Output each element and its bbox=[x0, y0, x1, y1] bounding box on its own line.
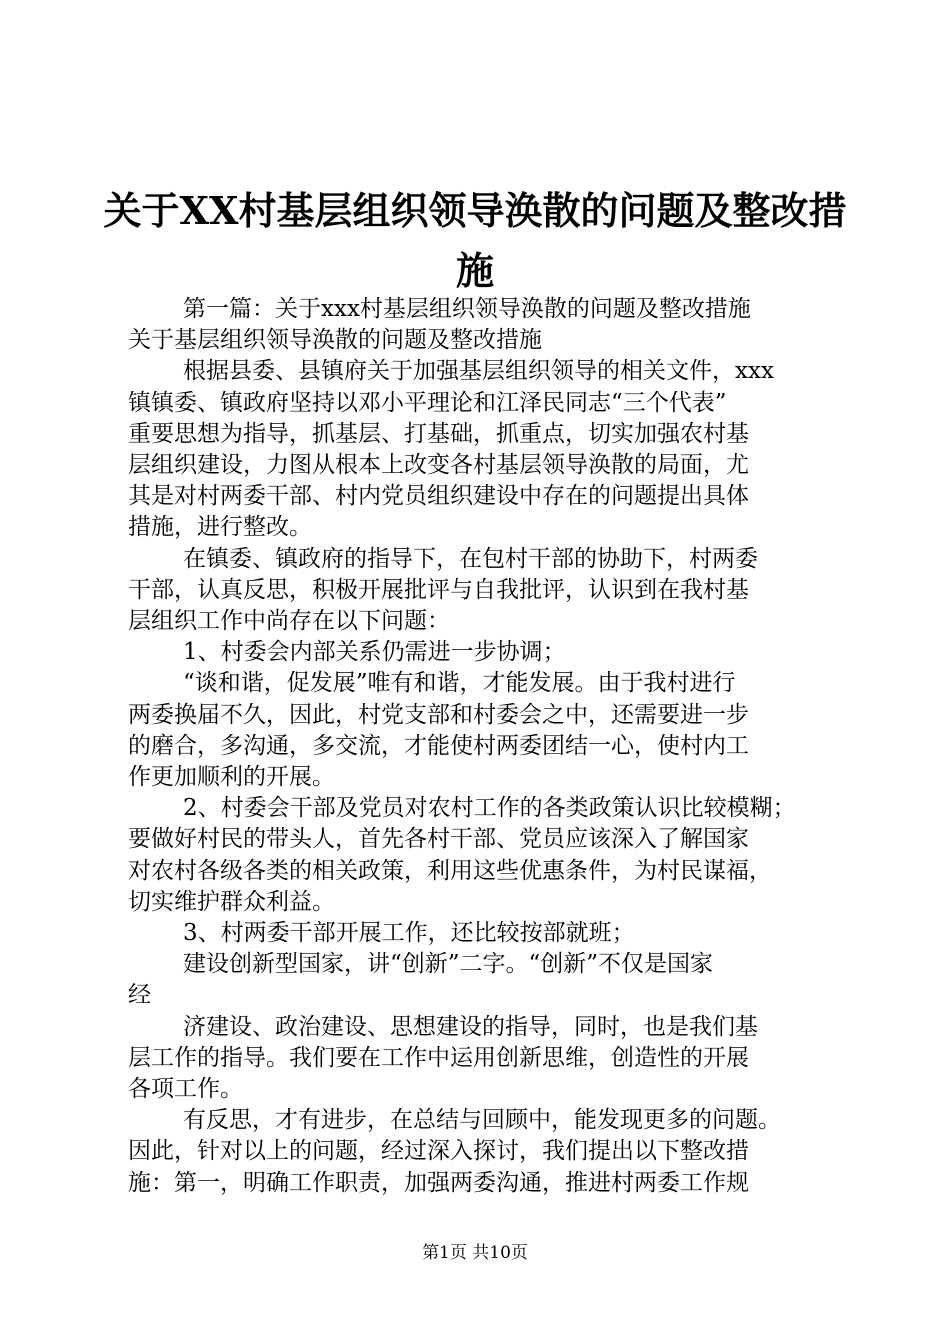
body-text-line: 因此，针对以上的问题，经过深入探讨，我们提出以下整改措 bbox=[128, 1138, 749, 1165]
page-footer: 第1页 共10页 bbox=[422, 1243, 528, 1263]
document-title-line-1: 关于XX村基层组织领导涣散的问题及整改措 bbox=[103, 188, 847, 233]
document-title-line-2: 施 bbox=[455, 248, 494, 293]
body-text-line: 干部，认真反思，积极开展批评与自我批评，认识到在我村基 bbox=[128, 576, 749, 603]
body-text-line: 根据县委、县镇府关于加强基层组织领导的相关文件，xxx bbox=[183, 358, 774, 385]
body-text-line: 关于基层组织领导涣散的问题及整改措施 bbox=[128, 327, 542, 354]
body-text-line: 1、村委会内部关系仍需进一步协调； bbox=[183, 639, 566, 666]
body-text-line: 施：第一，明确工作职责，加强两委沟通，推进村两委工作规 bbox=[128, 1169, 749, 1196]
body-text-line: 有反思，才有进步，在总结与回顾中，能发现更多的问题。 bbox=[183, 1107, 781, 1134]
body-text-line: 层组织工作中尚存在以下问题： bbox=[128, 608, 450, 635]
body-text-line: 在镇委、镇政府的指导下，在包村干部的协助下，村两委 bbox=[183, 545, 758, 572]
body-text-line: 层工作的指导。我们要在工作中运用创新思维，创造性的开展 bbox=[128, 1044, 749, 1071]
body-text-line: 对农村各级各类的相关政策，利用这些优惠条件，为村民谋福， bbox=[128, 857, 772, 884]
body-text-line: 第一篇：关于xxx村基层组织领导涣散的问题及整改措施 bbox=[183, 296, 751, 322]
body-text-line: 层组织建设，力图从根本上改变各村基层领导涣散的局面，尤 bbox=[128, 452, 749, 479]
body-text-line: 济建设、政治建设、思想建设的指导，同时，也是我们基 bbox=[183, 1013, 758, 1040]
body-text-line: 的磨合，多沟通，多交流，才能使村两委团结一心，使村内工 bbox=[128, 732, 749, 759]
body-text-line: 两委换届不久，因此，村党支部和村委会之中，还需要进一步 bbox=[128, 701, 749, 728]
body-text-line: 措施，进行整改。 bbox=[128, 514, 312, 541]
body-text-line: 建设创新型国家，讲“创新”二字。“创新”不仅是国家 bbox=[183, 951, 714, 978]
document-body bbox=[128, 294, 840, 1199]
body-text-line: 其是对村两委干部、村内党员组织建设中存在的问题提出具体 bbox=[128, 483, 749, 510]
body-text-line: 作更加顺利的开展。 bbox=[128, 764, 335, 791]
body-text-line: 经 bbox=[128, 982, 151, 1009]
body-text-line: 各项工作。 bbox=[128, 1076, 243, 1103]
body-text-line: “谈和谐，促发展”唯有和谐，才能发展。由于我村进行 bbox=[183, 670, 736, 697]
body-text-line: 切实维护群众利益。 bbox=[128, 888, 335, 915]
body-text-line: 3、村两委干部开展工作，还比较按部就班； bbox=[183, 920, 635, 947]
body-text-line: 镇镇委、镇政府坚持以邓小平理论和江泽民同志“三个代表” bbox=[128, 389, 727, 416]
body-text-line: 重要思想为指导，抓基层、打基础，抓重点，切实加强农村基 bbox=[128, 420, 749, 447]
body-text-line: 要做好村民的带头人，首先各村干部、党员应该深入了解国家 bbox=[128, 826, 749, 853]
body-text-line: 2、村委会干部及党员对农村工作的各类政策认识比较模糊； bbox=[183, 795, 796, 822]
